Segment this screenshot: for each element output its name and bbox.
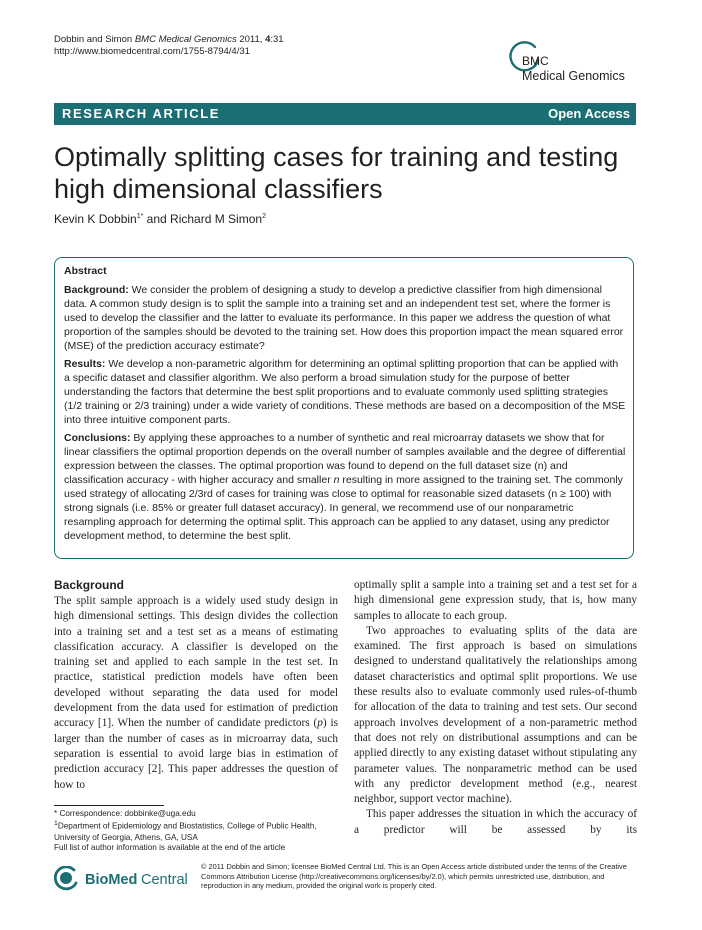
- section-heading-background: Background: [54, 578, 125, 592]
- footnotes: [54, 809, 338, 853]
- author-affiliation-mark: 1*: [136, 213, 144, 220]
- open-access-label: Open Access: [548, 106, 630, 121]
- body-text: ) is larger than the number of cases as in microarray data, such separation is essential to avoid large bias in estimation of prediction accuracy [2]. This paper addresses the question of how to: [54, 717, 339, 791]
- article-title: Optimally splitting cases for training and testing high dimensional classifiers: [54, 142, 619, 204]
- header-citation: [54, 34, 284, 58]
- abstract-results: [64, 357, 626, 427]
- affiliation-text: Department of Epidemiology and Biostatistics, College of Public Health, University of Georgia, Athens, GA, USA: [54, 822, 317, 842]
- citation-issue: :31: [270, 34, 284, 45]
- body-italic-variable: p: [317, 717, 323, 730]
- body-paragraph: [54, 594, 338, 793]
- abstract-section-label: Conclusions:: [64, 432, 131, 444]
- publisher-logo-text-light: Central: [141, 872, 188, 888]
- body-paragraph: Two approaches to evaluating splits of the data are examined. The first approach is based on simulations designed to understand qualitatively the relationships among dataset characteristics and optimal split proportions. We use these results also to evaluate commonly used rules-of-thumb for allocation of the data to training and test sets. Our second approach involves development of a non-parametric method that does not rely on distributional assumptions and can be applied directly to any existing dataset without stipulating any parameter values. The nonparametric method can be used with any predictor development method (e.g., nearest neighbor, support vector machine).: [354, 624, 637, 806]
- journal-logo-line1: BMC: [522, 54, 549, 68]
- affiliation-note: [54, 819, 338, 843]
- author-name: and Richard M Simon: [143, 212, 263, 226]
- abstract-background: [64, 283, 626, 353]
- article-type-banner: [54, 103, 636, 125]
- abstract-section-text: We consider the problem of designing a study to develop a predictive classifier from high dimensional data. A common study design is to split the sample into a training set and an independent test set, where the former is used to develop the classifier and the latter to evaluate its performance. In this paper we address the question of what proportion of the samples should be devoted to the training set. How does this proportion impact the mean squared error (MSE) of the prediction accuracy estimate?: [64, 284, 624, 352]
- publisher-logo-text-bold: BioMed: [85, 872, 138, 888]
- body-column-left: [54, 578, 338, 793]
- affiliation-mark: 1: [54, 820, 58, 828]
- body-text: The split sample approach is a widely used study design in high dimensional settings. This design divides the collection into a training set and a test set as a means of estimating classification accuracy. A classifier is developed on the training set and applied to each sample in the test set. In practice, statistical prediction models have often been developed without separating the data used for model development from the data used for estimation of prediction accuracy [1]. When the number of candidate predictors (: [54, 595, 338, 730]
- body-paragraph: optimally split a sample into a training set and a test set for a high dimensional gene expression study, that is, how many samples to allocate to each group.: [354, 579, 637, 622]
- citation-line: [54, 34, 284, 46]
- abstract-section-label: Background:: [64, 284, 129, 296]
- abstract-box: [54, 257, 634, 559]
- abstract-content: [64, 264, 626, 547]
- article-type-label: RESEARCH ARTICLE: [62, 106, 221, 121]
- biomed-central-logo-icon: [54, 866, 204, 892]
- abstract-heading: Abstract: [64, 265, 107, 277]
- citation-authors: Dobbin and Simon: [54, 34, 135, 45]
- body-paragraph: This paper addresses the situation in which the accuracy of a predictor will be assessed by its: [354, 808, 637, 836]
- citation-journal: BMC Medical Genomics: [134, 34, 237, 45]
- correspondence-note: * Correspondence: dobbinke@uga.edu: [54, 809, 196, 818]
- citation-volume: 4: [265, 34, 271, 45]
- abstract-section-text: By applying these approaches to a number of synthetic and real microarray datasets we show that for linear classifiers the optimal proportion depends on the overall number of samples available and the degree of differential expression between the classes. The optimal proportion was found to depend on the full dataset size (n) and classification accuracy - with higher accuracy and smaller: [64, 432, 626, 486]
- abstract-section-text: resulting in more assigned to the training set. The commonly used strategy of allocating 2/3rd of cases for training was close to optimal for reasonable sized datasets (n ≥ 100) with strong signals (i.e. 85% or greater full dataset accuracy). In general, we recommend use of our nonparametric resampling approach for determing the optimal split. This approach can be applied to any dataset, using any predictor development method, to determine the best split.: [64, 474, 623, 542]
- license-statement: © 2011 Dobbin and Simon; licensee BioMed Central Ltd. This is an Open Access article distributed under the terms of the Creative Commons Attribution License (http://creativecommons.org/licenses/by/2.0), which permits unrestricted use, distribution, and reproduction in any medium, provided the original work is properly cited.: [201, 862, 627, 891]
- author-affiliation-mark: 2: [262, 213, 266, 220]
- footnote-divider: [54, 805, 164, 806]
- body-column-right: [354, 578, 637, 838]
- author-info-note: Full list of author information is available at the end of the article: [54, 842, 286, 852]
- article-url[interactable]: http://www.biomedcentral.com/1755-8794/4/31: [54, 46, 250, 57]
- journal-logo-line2: Medical Genomics: [522, 69, 625, 83]
- abstract-italic-variable: n: [333, 474, 340, 486]
- abstract-section-label: Results:: [64, 358, 106, 370]
- author-list: [54, 212, 266, 226]
- abstract-section-text: We develop a non-parametric algorithm for determining an optimal splitting proportion that can be applied with a specific dataset and classifier algorithm. We also perform a broad simulation study for the purpose of better understanding the factors that determine the best split proportions and to evaluate commonly used splitting strategies (1/2 training or 2/3 training) under a wide variety of conditions. These methods are based on a decomposition of the MSE into three intuitive component parts.: [64, 358, 626, 426]
- abstract-conclusions: [64, 431, 626, 543]
- author-name: Kevin K Dobbin: [54, 212, 137, 226]
- citation-year: 2011,: [236, 34, 266, 45]
